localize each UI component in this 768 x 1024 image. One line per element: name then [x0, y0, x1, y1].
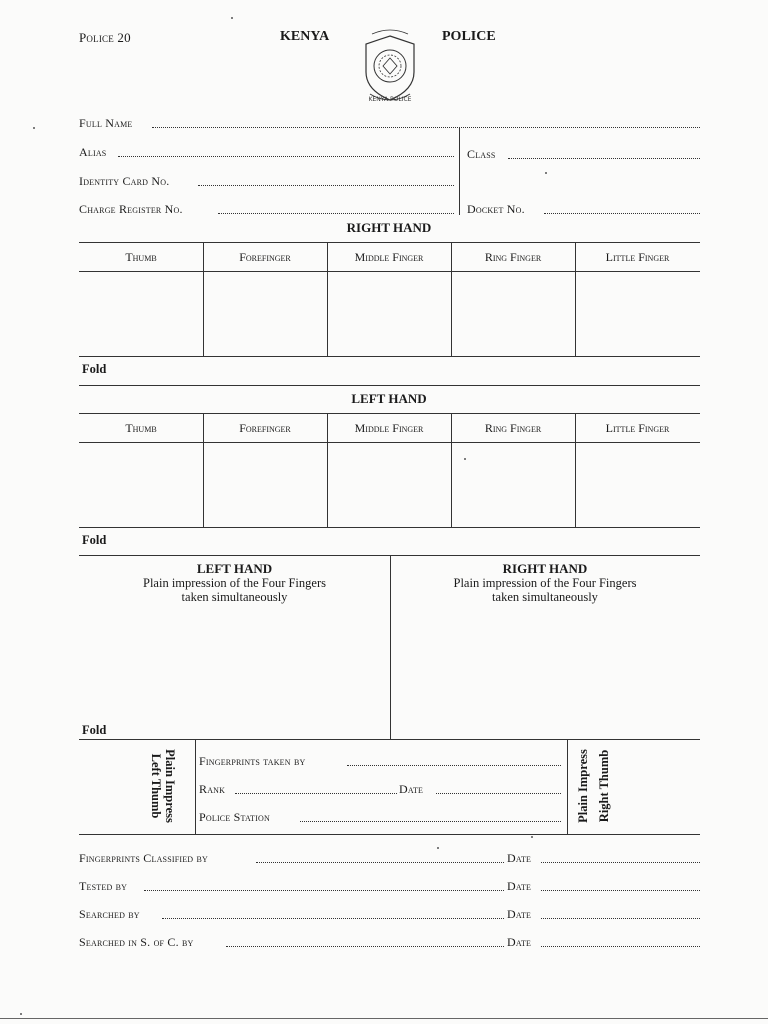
- plain-left-line1: Plain impression of the Four Fingers: [143, 576, 326, 590]
- right-thumb-box-line1: Plain Impress: [576, 749, 590, 823]
- plain-left-hand-heading: [79, 562, 390, 604]
- rule: [79, 527, 700, 528]
- tested-date-field[interactable]: [541, 890, 700, 891]
- alias-label: Alias: [79, 145, 107, 159]
- scan-speck: [437, 847, 439, 849]
- left-thumb-box-line2: Left Thumb: [149, 753, 163, 819]
- full-name-field[interactable]: [152, 127, 700, 128]
- searched-date-label: Date: [507, 907, 532, 921]
- scan-speck: [20, 1013, 22, 1015]
- right-thumb-box-line2: Right Thumb: [597, 749, 611, 823]
- right-thumb-print-box[interactable]: [80, 272, 202, 355]
- plain-right-hand-heading: [390, 562, 700, 604]
- class-label: Class: [467, 147, 496, 161]
- searched-in-field[interactable]: [226, 946, 504, 947]
- classified-by-label: Fingerprints Classified by: [79, 851, 208, 865]
- svg-text:KENYA POLICE: KENYA POLICE: [368, 96, 412, 103]
- right-middle-finger-print-box[interactable]: [328, 272, 450, 355]
- particulars-divider: [459, 127, 460, 215]
- left-thumb-box-line1: Plain Impress: [163, 749, 177, 823]
- rule: [79, 356, 700, 357]
- taken-date-label: Date: [399, 782, 424, 796]
- left-ring-finger-label: Ring Finger: [484, 421, 542, 435]
- header-agency: POLICE: [442, 29, 496, 44]
- tested-by-label: Tested by: [79, 879, 128, 893]
- rule: [195, 739, 196, 834]
- fingerprints-taken-by-field[interactable]: [347, 765, 561, 766]
- plain-right-line2: taken simultaneously: [492, 590, 598, 604]
- full-name-label: Full Name: [79, 116, 133, 130]
- left-little-finger-label: Little Finger: [605, 421, 670, 435]
- scan-speck: [464, 458, 466, 460]
- classified-date-label: Date: [507, 851, 532, 865]
- right-little-finger-print-box[interactable]: [576, 272, 699, 355]
- scan-speck: [531, 836, 533, 838]
- left-middle-finger-print-box[interactable]: [328, 443, 450, 526]
- left-thumb-label: Thumb: [125, 421, 157, 435]
- rule: [79, 834, 700, 835]
- right-ring-finger-label: Ring Finger: [484, 250, 542, 264]
- left-thumb-print-box[interactable]: [80, 443, 202, 526]
- plain-left-title: LEFT HAND: [196, 561, 273, 576]
- right-forefinger-label: Forefinger: [239, 250, 291, 264]
- plain-right-line1: Plain impression of the Four Fingers: [453, 576, 637, 590]
- right-forefinger-print-box[interactable]: [204, 272, 326, 355]
- scan-bottom-edge: [0, 1018, 768, 1019]
- form-number: Police 20: [79, 30, 131, 45]
- right-middle-finger-label: Middle Finger: [354, 250, 424, 264]
- docket-field[interactable]: [544, 213, 700, 214]
- rule: [79, 242, 700, 243]
- left-forefinger-print-box[interactable]: [204, 443, 326, 526]
- plain-left-line2: taken simultaneously: [181, 590, 288, 604]
- left-middle-finger-label: Middle Finger: [354, 421, 424, 435]
- left-forefinger-label: Forefinger: [239, 421, 291, 435]
- tested-date-label: Date: [507, 879, 532, 893]
- searched-date-field[interactable]: [541, 918, 700, 919]
- right-little-finger-label: Little Finger: [605, 250, 670, 264]
- fold-line-1: [79, 385, 700, 386]
- scan-speck: [545, 172, 547, 174]
- searched-by-field[interactable]: [162, 918, 504, 919]
- rank-label: Rank: [199, 782, 226, 796]
- right-ring-finger-print-box[interactable]: [452, 272, 574, 355]
- fold-label-2: Fold: [82, 533, 107, 547]
- identity-card-field[interactable]: [198, 185, 454, 186]
- searched-in-date-field[interactable]: [541, 946, 700, 947]
- scan-speck: [33, 127, 35, 129]
- police-station-field[interactable]: [300, 821, 561, 822]
- identity-card-label: Identity Card No.: [79, 174, 170, 188]
- right-hand-title: RIGHT HAND: [346, 220, 432, 235]
- header-country: KENYA: [280, 29, 330, 44]
- fold-label-3: Fold: [82, 723, 107, 737]
- rank-field[interactable]: [235, 793, 397, 794]
- plain-right-four-fingers-box[interactable]: [392, 608, 698, 736]
- searched-by-label: Searched by: [79, 907, 140, 921]
- tested-by-field[interactable]: [144, 890, 504, 891]
- left-hand-title: LEFT HAND: [351, 391, 427, 406]
- police-station-label: Police Station: [199, 810, 270, 824]
- charge-register-label: Charge Register No.: [79, 202, 183, 216]
- plain-left-four-fingers-box[interactable]: [80, 608, 388, 736]
- classified-by-field[interactable]: [256, 862, 504, 863]
- kenya-police-emblem-icon: [352, 28, 428, 108]
- right-thumb-label: Thumb: [125, 250, 157, 264]
- fingerprints-taken-by-label: Fingerprints taken by: [199, 754, 306, 768]
- taken-date-field[interactable]: [436, 793, 561, 794]
- charge-register-field[interactable]: [218, 213, 454, 214]
- searched-in-label: Searched in S. of C. by: [79, 935, 194, 949]
- classified-date-field[interactable]: [541, 862, 700, 863]
- rule: [79, 413, 700, 414]
- plain-right-title: RIGHT HAND: [502, 561, 588, 576]
- left-little-finger-print-box[interactable]: [576, 443, 699, 526]
- searched-in-date-label: Date: [507, 935, 532, 949]
- class-field[interactable]: [508, 158, 700, 159]
- left-ring-finger-print-box[interactable]: [452, 443, 574, 526]
- docket-label: Docket No.: [467, 202, 525, 216]
- alias-field[interactable]: [118, 156, 454, 157]
- fold-label-1: Fold: [82, 362, 107, 376]
- scan-speck: [231, 17, 233, 19]
